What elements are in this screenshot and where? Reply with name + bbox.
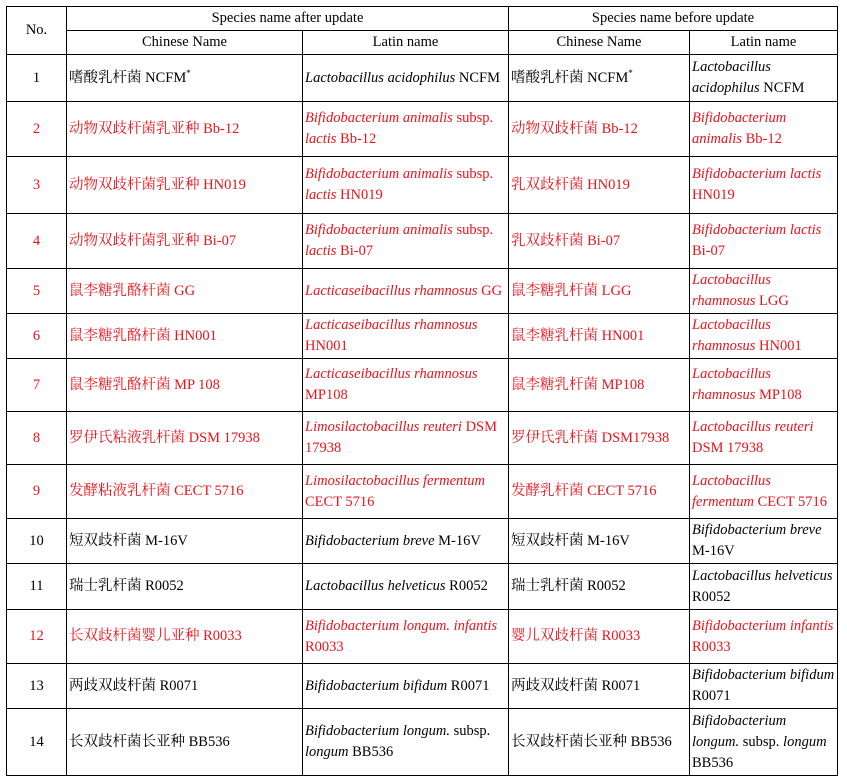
chinese-name-after bbox=[67, 564, 303, 610]
chinese-name-after-footnote-mark: * bbox=[186, 67, 191, 78]
latin-name-after-strain: Bb-12 bbox=[336, 131, 377, 147]
latin-name-after-suffix: subsp. bbox=[452, 222, 494, 238]
table-row bbox=[7, 55, 838, 102]
chinese-name-after bbox=[67, 55, 303, 102]
chinese-name-after bbox=[67, 519, 303, 564]
chinese-name-after-text: 长双歧杆菌长亚种 BB536 bbox=[69, 733, 230, 750]
chinese-name-after bbox=[67, 412, 303, 465]
latin-name-after bbox=[303, 519, 509, 564]
table-row bbox=[7, 564, 838, 610]
latin-name-before-species: Bifidobacterium breve bbox=[692, 522, 822, 538]
chinese-name-before-footnote-mark: * bbox=[628, 67, 633, 78]
latin-name-after bbox=[303, 269, 509, 314]
table-row bbox=[7, 519, 838, 564]
latin-name-after-suffix: subsp. bbox=[452, 166, 494, 182]
latin-name-before bbox=[690, 314, 838, 359]
chinese-name-before bbox=[509, 55, 690, 102]
row-number: 12 bbox=[7, 610, 67, 664]
chinese-name-before-text: 动物双歧杆菌 Bb-12 bbox=[511, 120, 638, 137]
latin-name-before-suffix: CECT 5716 bbox=[754, 493, 828, 510]
chinese-name-after-text: 罗伊氏粘液乳杆菌 DSM 17938 bbox=[69, 429, 260, 446]
row-number: 7 bbox=[7, 359, 67, 412]
latin-name-after bbox=[303, 664, 509, 709]
latin-name-after bbox=[303, 564, 509, 610]
latin-name-before-species: Lactobacillus helveticus bbox=[692, 567, 833, 584]
row-number: 4 bbox=[7, 214, 67, 269]
chinese-name-after bbox=[67, 102, 303, 157]
chinese-name-before bbox=[509, 709, 690, 776]
chinese-name-before bbox=[509, 610, 690, 664]
latin-name-before-suffix: HN001 bbox=[755, 338, 802, 354]
latin-name-before-species: Bifidobacterium longum. bbox=[692, 712, 787, 750]
latin-name-after-species: Limosilactobacillus reuteri bbox=[305, 419, 462, 435]
latin-name-after bbox=[303, 314, 509, 359]
chinese-name-before-text: 瑞士乳杆菌 R0052 bbox=[511, 578, 626, 594]
latin-name-after-strain: BB536 bbox=[348, 744, 394, 760]
row-number: 8 bbox=[7, 412, 67, 465]
chinese-name-before bbox=[509, 465, 690, 519]
latin-name-before-species: Bifidobacterium infantis bbox=[692, 617, 834, 634]
chinese-name-before bbox=[509, 214, 690, 269]
latin-name-after-species: Lacticaseibacillus rhamnosus bbox=[305, 317, 478, 333]
latin-name-before-suffix: R0033 bbox=[692, 638, 731, 655]
latin-name-after-subspecies: lactis bbox=[305, 187, 337, 203]
latin-name-before-species: Bifidobacterium bifidum bbox=[692, 667, 835, 683]
table-row bbox=[7, 412, 838, 465]
latin-name-before bbox=[690, 610, 838, 664]
chinese-name-after-text: 长双歧杆菌婴儿亚种 R0033 bbox=[69, 628, 242, 644]
row-number: 1 bbox=[7, 55, 67, 102]
chinese-name-after bbox=[67, 664, 303, 709]
latin-name-after bbox=[303, 359, 509, 412]
latin-name-after bbox=[303, 55, 509, 102]
table-row bbox=[7, 359, 838, 412]
latin-name-before bbox=[690, 269, 838, 314]
chinese-name-after bbox=[67, 465, 303, 519]
chinese-name-after bbox=[67, 359, 303, 412]
chinese-name-before-text: 短双歧杆菌 M-16V bbox=[511, 532, 630, 549]
latin-name-before-suffix: R0071 bbox=[692, 688, 731, 704]
row-number: 13 bbox=[7, 664, 67, 709]
latin-name-after-suffix: HN001 bbox=[305, 338, 348, 354]
latin-name-after bbox=[303, 214, 509, 269]
chinese-name-before bbox=[509, 664, 690, 709]
chinese-name-after bbox=[67, 610, 303, 664]
latin-name-before-species: Bifidobacterium lactis bbox=[692, 166, 822, 182]
latin-name-after-suffix: subsp. bbox=[450, 723, 491, 739]
chinese-name-before bbox=[509, 102, 690, 157]
row-number: 2 bbox=[7, 102, 67, 157]
latin-name-after-species: Lacticaseibacillus rhamnosus bbox=[305, 366, 478, 382]
chinese-name-before bbox=[509, 412, 690, 465]
table-row bbox=[7, 610, 838, 664]
latin-name-before-strain: BB536 bbox=[692, 754, 734, 771]
chinese-name-after-text: 发酵粘液乳杆菌 CECT 5716 bbox=[69, 483, 244, 499]
chinese-name-after-text: 短双歧杆菌 M-16V bbox=[69, 532, 188, 549]
chinese-name-before bbox=[509, 519, 690, 564]
latin-name-after-species: Bifidobacterium longum. infantis bbox=[305, 617, 498, 634]
latin-name-before bbox=[690, 214, 838, 269]
latin-name-before-species: Lactobacillus acidophilus bbox=[692, 59, 771, 96]
header-before-update: Species name before update bbox=[509, 7, 838, 31]
row-number: 14 bbox=[7, 709, 67, 776]
latin-name-after-species: Bifidobacterium bifidum bbox=[305, 677, 448, 694]
chinese-name-before-text: 鼠李糖乳杆菌 MP108 bbox=[511, 376, 645, 393]
latin-name-after-species: Lactobacillus helveticus bbox=[305, 578, 446, 594]
chinese-name-before-text: 两歧双歧杆菌 R0071 bbox=[511, 677, 641, 694]
row-number: 3 bbox=[7, 157, 67, 214]
latin-name-after-suffix: R0052 bbox=[445, 578, 488, 594]
latin-name-after-strain: Bi-07 bbox=[336, 243, 374, 259]
latin-name-after-species: Lactobacillus acidophilus bbox=[305, 69, 456, 86]
latin-name-before bbox=[690, 412, 838, 465]
latin-name-before-species: Lactobacillus fermentum bbox=[692, 472, 771, 510]
latin-name-before-suffix: Bb-12 bbox=[741, 131, 782, 147]
latin-name-after-species: Limosilactobacillus fermentum bbox=[305, 472, 486, 489]
latin-name-before bbox=[690, 359, 838, 412]
latin-name-after-species: Bifidobacterium animalis bbox=[305, 222, 453, 238]
latin-name-after-species: Bifidobacterium longum. bbox=[305, 723, 450, 739]
header-chinese-name-before: Chinese Name bbox=[509, 31, 690, 55]
latin-name-after bbox=[303, 709, 509, 776]
row-number: 5 bbox=[7, 269, 67, 314]
latin-name-before-suffix: M-16V bbox=[692, 543, 735, 559]
latin-name-after-species: Lacticaseibacillus rhamnosus bbox=[305, 282, 478, 299]
latin-name-before-suffix: subsp. bbox=[739, 733, 784, 750]
species-table bbox=[6, 6, 838, 776]
latin-name-after-suffix: M-16V bbox=[434, 532, 481, 549]
latin-name-before bbox=[690, 465, 838, 519]
latin-name-before bbox=[690, 519, 838, 564]
latin-name-before-suffix: R0052 bbox=[692, 588, 731, 605]
row-number: 11 bbox=[7, 564, 67, 610]
chinese-name-before bbox=[509, 564, 690, 610]
row-number: 9 bbox=[7, 465, 67, 519]
chinese-name-before bbox=[509, 269, 690, 314]
chinese-name-after bbox=[67, 214, 303, 269]
chinese-name-after-text: 鼠李糖乳酪杆菌 GG bbox=[69, 282, 196, 299]
latin-name-after bbox=[303, 157, 509, 214]
table-row bbox=[7, 157, 838, 214]
chinese-name-before-text: 婴儿双歧杆菌 R0033 bbox=[511, 628, 641, 644]
latin-name-before-species: Lactobacillus rhamnosus bbox=[692, 366, 771, 403]
chinese-name-before-text: 乳双歧杆菌 HN019 bbox=[511, 176, 630, 193]
latin-name-after bbox=[303, 412, 509, 465]
chinese-name-after-text: 鼠李糖乳酪杆菌 MP 108 bbox=[69, 376, 220, 393]
chinese-name-after bbox=[67, 157, 303, 214]
chinese-name-after-text: 动物双歧杆菌乳亚种 Bb-12 bbox=[69, 120, 240, 137]
table-row bbox=[7, 214, 838, 269]
latin-name-after-suffix: DSM 17938 bbox=[305, 419, 498, 456]
latin-name-after-suffix: MP108 bbox=[305, 387, 348, 403]
chinese-name-after-text: 嗜酸乳杆菌 NCFM bbox=[69, 69, 187, 86]
header-latin-name-before: Latin name bbox=[690, 31, 838, 55]
chinese-name-after-text: 动物双歧杆菌乳亚种 HN019 bbox=[69, 176, 246, 193]
header-no: No. bbox=[7, 7, 67, 55]
chinese-name-after-text: 瑞士乳杆菌 R0052 bbox=[69, 578, 184, 594]
latin-name-after-suffix: CECT 5716 bbox=[305, 493, 375, 510]
latin-name-before bbox=[690, 102, 838, 157]
chinese-name-before bbox=[509, 157, 690, 214]
latin-name-after bbox=[303, 610, 509, 664]
chinese-name-after-text: 鼠李糖乳酪杆菌 HN001 bbox=[69, 327, 217, 344]
chinese-name-after bbox=[67, 314, 303, 359]
chinese-name-before-text: 发酵乳杆菌 CECT 5716 bbox=[511, 483, 657, 499]
latin-name-after-suffix: subsp. bbox=[452, 110, 494, 126]
chinese-name-after-text: 两歧双歧杆菌 R0071 bbox=[69, 677, 199, 694]
latin-name-before-suffix: HN019 bbox=[692, 187, 735, 203]
latin-name-before-species: Lactobacillus rhamnosus bbox=[692, 317, 771, 354]
latin-name-after-subspecies: lactis bbox=[305, 243, 337, 259]
chinese-name-before-text: 长双歧杆菌长亚种 BB536 bbox=[511, 733, 672, 750]
latin-name-after-species: Bifidobacterium animalis bbox=[305, 166, 453, 182]
chinese-name-before-text: 乳双歧杆菌 Bi-07 bbox=[511, 232, 621, 249]
latin-name-before bbox=[690, 564, 838, 610]
chinese-name-before-text: 鼠李糖乳杆菌 LGG bbox=[511, 282, 632, 299]
latin-name-after-suffix: R0071 bbox=[447, 677, 490, 694]
latin-name-before-suffix: DSM 17938 bbox=[692, 440, 764, 456]
latin-name-after bbox=[303, 102, 509, 157]
latin-name-after-subspecies: longum bbox=[305, 744, 349, 760]
latin-name-after bbox=[303, 465, 509, 519]
latin-name-before-suffix: Bi-07 bbox=[692, 243, 726, 259]
table-row bbox=[7, 269, 838, 314]
chinese-name-before-text: 嗜酸乳杆菌 NCFM bbox=[511, 69, 629, 86]
latin-name-before-suffix: NCFM bbox=[759, 80, 805, 96]
chinese-name-before-text: 罗伊氏乳杆菌 DSM17938 bbox=[511, 429, 670, 446]
latin-name-after-suffix: R0033 bbox=[305, 638, 344, 655]
latin-name-after-species: Bifidobacterium breve bbox=[305, 532, 435, 549]
chinese-name-after bbox=[67, 269, 303, 314]
latin-name-before bbox=[690, 709, 838, 776]
row-number: 6 bbox=[7, 314, 67, 359]
table-row bbox=[7, 314, 838, 359]
row-number: 10 bbox=[7, 519, 67, 564]
latin-name-before-species: Bifidobacterium animalis bbox=[692, 110, 787, 147]
table-row bbox=[7, 102, 838, 157]
latin-name-before-suffix: LGG bbox=[755, 293, 789, 309]
chinese-name-before bbox=[509, 314, 690, 359]
latin-name-before bbox=[690, 55, 838, 102]
latin-name-after-subspecies: lactis bbox=[305, 131, 337, 147]
latin-name-before-suffix: MP108 bbox=[755, 387, 802, 403]
chinese-name-after bbox=[67, 709, 303, 776]
latin-name-before bbox=[690, 664, 838, 709]
latin-name-before bbox=[690, 157, 838, 214]
latin-name-after-strain: HN019 bbox=[336, 187, 383, 203]
latin-name-after-species: Bifidobacterium animalis bbox=[305, 110, 453, 126]
latin-name-before-species: Bifidobacterium lactis bbox=[692, 222, 822, 238]
table-row bbox=[7, 664, 838, 709]
latin-name-before-species: Lactobacillus reuteri bbox=[692, 419, 814, 435]
latin-name-before-species: Lactobacillus rhamnosus bbox=[692, 272, 771, 309]
header-after-update: Species name after update bbox=[67, 7, 509, 31]
chinese-name-after-text: 动物双歧杆菌乳亚种 Bi-07 bbox=[69, 232, 237, 249]
header-latin-name-after: Latin name bbox=[303, 31, 509, 55]
chinese-name-before-text: 鼠李糖乳杆菌 HN001 bbox=[511, 327, 645, 344]
table-row bbox=[7, 465, 838, 519]
header-chinese-name-after: Chinese Name bbox=[67, 31, 303, 55]
latin-name-before-subspecies: longum bbox=[783, 733, 827, 750]
table-row bbox=[7, 709, 838, 776]
latin-name-after-suffix: NCFM bbox=[455, 69, 500, 86]
chinese-name-before bbox=[509, 359, 690, 412]
latin-name-after-suffix: GG bbox=[477, 282, 503, 299]
